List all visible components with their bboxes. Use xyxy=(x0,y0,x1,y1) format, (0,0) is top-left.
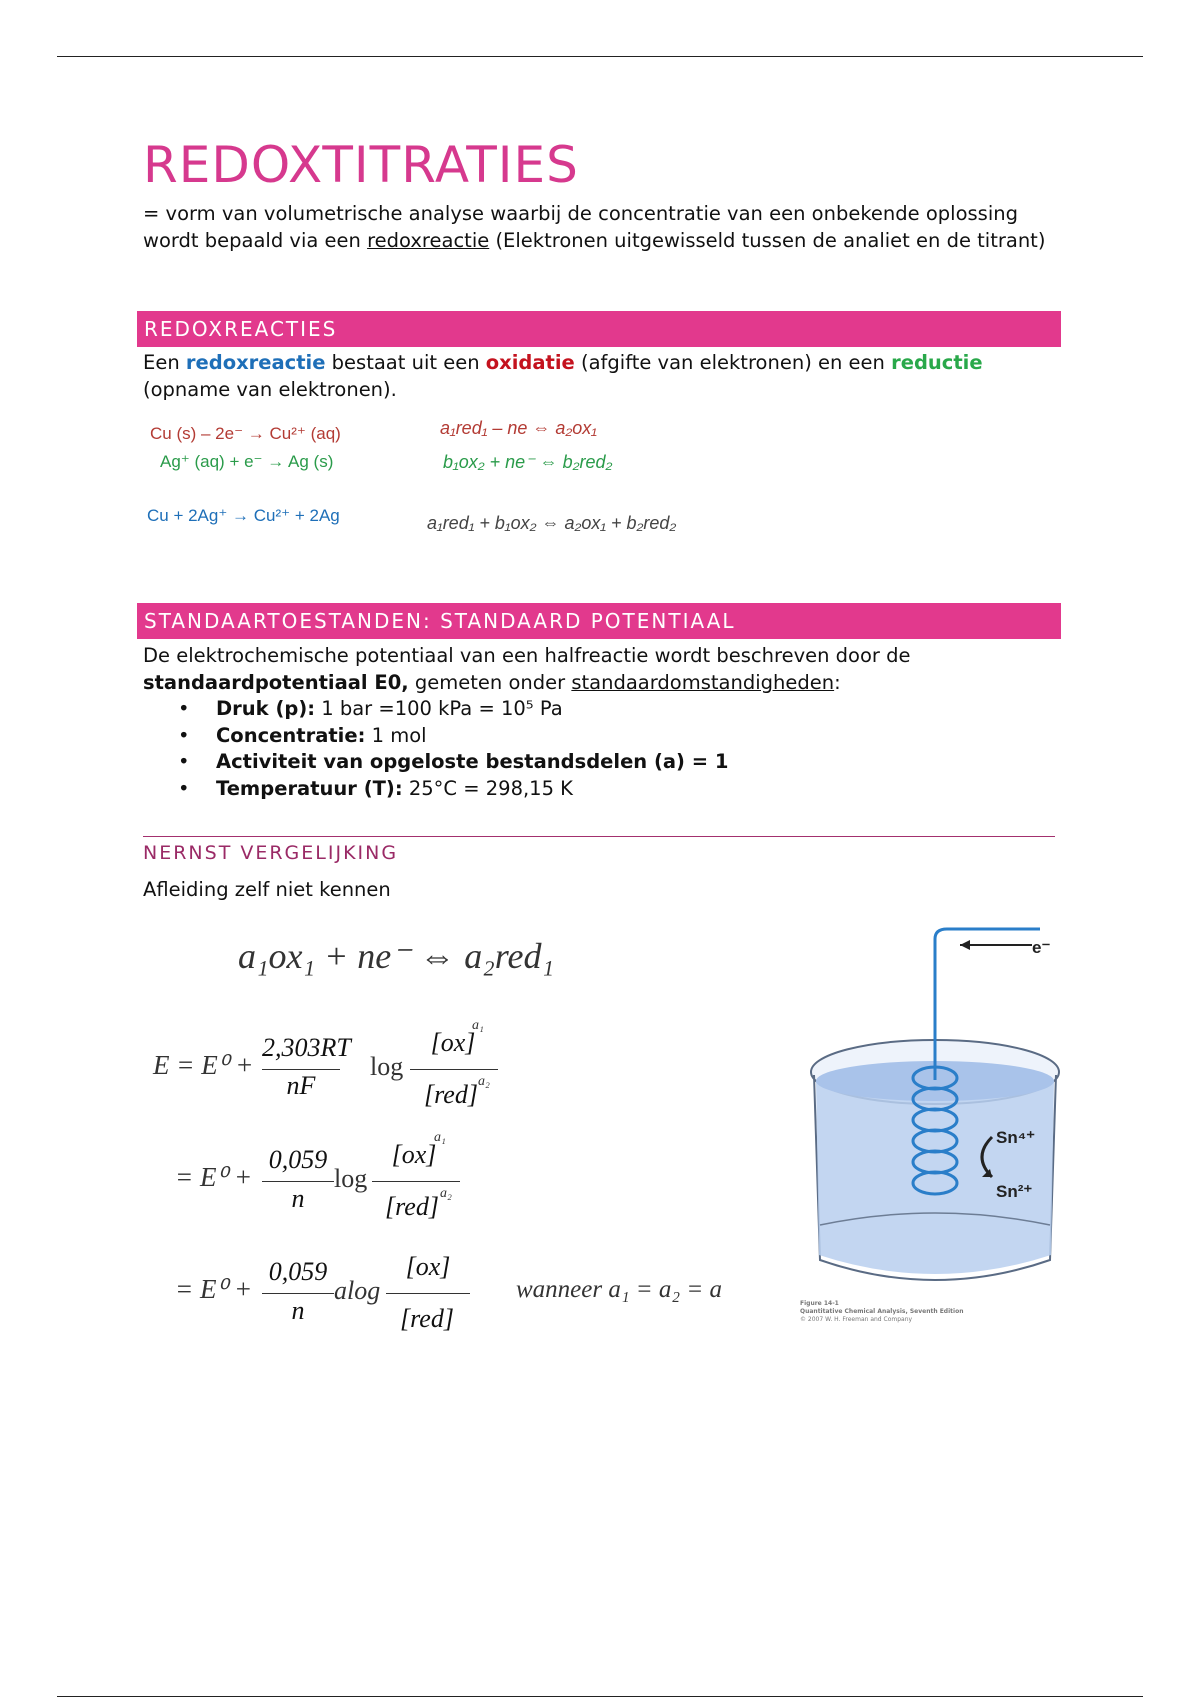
row2-red: [red] xyxy=(385,1192,439,1221)
row1-sup-a2: a₂ xyxy=(478,1074,490,1089)
fraction-line xyxy=(372,1181,460,1182)
page-title: REDOXTITRATIES xyxy=(143,136,579,194)
list-item xyxy=(143,696,1063,723)
standard-intro-2 xyxy=(143,669,1063,696)
row3-red: [red] xyxy=(400,1304,454,1333)
item-label: Druk (p): xyxy=(216,697,316,720)
row1-numerator: 2,303RT xyxy=(262,1033,351,1062)
text: gemeten onder xyxy=(408,671,572,694)
caption-line: Quantitative Chemical Analysis, Seventh Edition xyxy=(800,1308,964,1315)
item-label: Activiteit van opgeloste bestandsdelen (a) = 1 xyxy=(216,750,729,773)
equation-ag-reduction: Ag⁺ (aq) + e⁻ → Ag (s) xyxy=(160,452,334,471)
sn4-label: Sn⁴⁺ xyxy=(996,1128,1036,1147)
standaardomstandigheden-link: standaardomstandigheden xyxy=(571,671,835,694)
item-value: 1 bar =100 kPa = 10⁵ Pa xyxy=(315,697,563,720)
intro-block xyxy=(143,136,1063,254)
fraction-line xyxy=(410,1069,498,1070)
general-equation-2: b₁ox₂ + ne⁻ ⇔ b₂red₂ xyxy=(443,452,613,472)
row2-numerator: 0,059 xyxy=(268,1145,328,1174)
term-oxidatie: oxidatie xyxy=(485,351,575,374)
nernst-note: Afleiding zelf niet kennen xyxy=(143,878,391,901)
row2-log: log xyxy=(334,1164,368,1193)
term-redoxreactie: redoxreactie xyxy=(185,351,326,374)
row3-numerator: 0,059 xyxy=(268,1257,328,1286)
section-heading-standaard: STANDAARTOESTANDEN: STANDAARD POTENTIAAL xyxy=(137,603,1061,639)
redoxreactie-link: redoxreactie xyxy=(367,229,490,252)
row3-ox: [ox] xyxy=(405,1252,451,1281)
half-reaction: a₁ox₁ + ne⁻ ⇔ a₂red₁ xyxy=(238,936,554,976)
figure-caption xyxy=(800,1300,963,1324)
fraction-line xyxy=(262,1181,334,1182)
caption-line: © 2007 W. H. Freeman and Company xyxy=(800,1316,913,1323)
electron-arrow-head xyxy=(960,940,970,950)
top-rule xyxy=(57,56,1143,57)
fraction-line xyxy=(262,1293,334,1294)
section-heading-redoxreacties: REDOXREACTIES xyxy=(137,311,1061,347)
general-equation-1: a₁red₁ – ne ⇔ a₂ox₁ xyxy=(440,418,597,438)
item-value: 1 mol xyxy=(365,723,427,747)
row1-denominator: nF xyxy=(286,1071,316,1100)
row1-log: log xyxy=(370,1052,404,1081)
row2-sup-a1: a₁ xyxy=(434,1130,446,1145)
term-reductie: reductie xyxy=(891,351,983,374)
list-item xyxy=(143,749,1063,776)
item-label: Concentratie: xyxy=(216,723,366,747)
electron-label: e⁻ xyxy=(1032,938,1051,957)
fraction-line xyxy=(262,1069,340,1070)
row3-condition: wanneer a₁ = a₂ = a xyxy=(516,1276,722,1303)
sn2-label: Sn²⁺ xyxy=(996,1182,1033,1201)
electrode-beaker-figure xyxy=(800,925,1070,1300)
row1-lhs: E = E⁰ + xyxy=(153,1050,254,1080)
row2-denominator: n xyxy=(291,1184,305,1213)
bottom-rule xyxy=(57,1696,1143,1697)
redox-definition xyxy=(143,349,1063,403)
text: (afgifte van elektronen) en een xyxy=(574,351,892,374)
term-standaardpotentiaal: standaardpotentiaal E0, xyxy=(143,671,409,694)
general-equation-overall: a₁red₁ + b₁ox₂ ⇔ a₂ox₁ + b₂red₂ xyxy=(427,513,677,533)
list-item xyxy=(143,776,1063,803)
text: : xyxy=(834,671,841,694)
intro-text-end: (Elektronen uitgewisseld tussen de analiet en de titrant) xyxy=(489,229,1046,252)
caption-line: Figure 14-1 xyxy=(800,1300,839,1307)
equation-cu-oxidation: Cu (s) – 2e⁻ → Cu²⁺ (aq) xyxy=(150,424,341,443)
row3-alog: alog xyxy=(334,1276,381,1305)
text: (opname van elektronen). xyxy=(143,378,397,401)
row1-ox: [ox] xyxy=(430,1028,476,1057)
row2-lhs: = E⁰ + xyxy=(175,1162,253,1192)
row3-denominator: n xyxy=(291,1296,305,1325)
intro-text: = vorm van volumetrische analyse waarbij de concentratie van een onbekende oplossing wordt bepaald via een xyxy=(143,202,1018,252)
text: Een xyxy=(143,351,186,374)
conditions-list xyxy=(143,696,1063,802)
standard-block xyxy=(143,642,1063,802)
item-label: Temperatuur (T): xyxy=(216,776,403,800)
row2-sup-a2: a₂ xyxy=(440,1186,452,1201)
intro-paragraph xyxy=(143,200,1063,254)
nernst-rule xyxy=(143,836,1055,837)
equation-overall: Cu + 2Ag⁺ → Cu²⁺ + 2Ag xyxy=(147,506,340,525)
text: bestaat uit een xyxy=(325,351,486,374)
row2-ox: [ox] xyxy=(391,1140,437,1169)
row3-lhs: = E⁰ + xyxy=(175,1274,253,1304)
row1-sup-a1: a₁ xyxy=(472,1018,484,1033)
item-value: 25°C = 298,15 K xyxy=(402,776,573,800)
row1-red: [red] xyxy=(424,1080,478,1109)
fraction-line xyxy=(386,1293,470,1294)
standard-intro: De elektrochemische potentiaal van een halfreactie wordt beschreven door de xyxy=(143,644,911,667)
nernst-heading: NERNST VERGELIJKING xyxy=(143,842,399,864)
list-item xyxy=(143,723,1063,750)
